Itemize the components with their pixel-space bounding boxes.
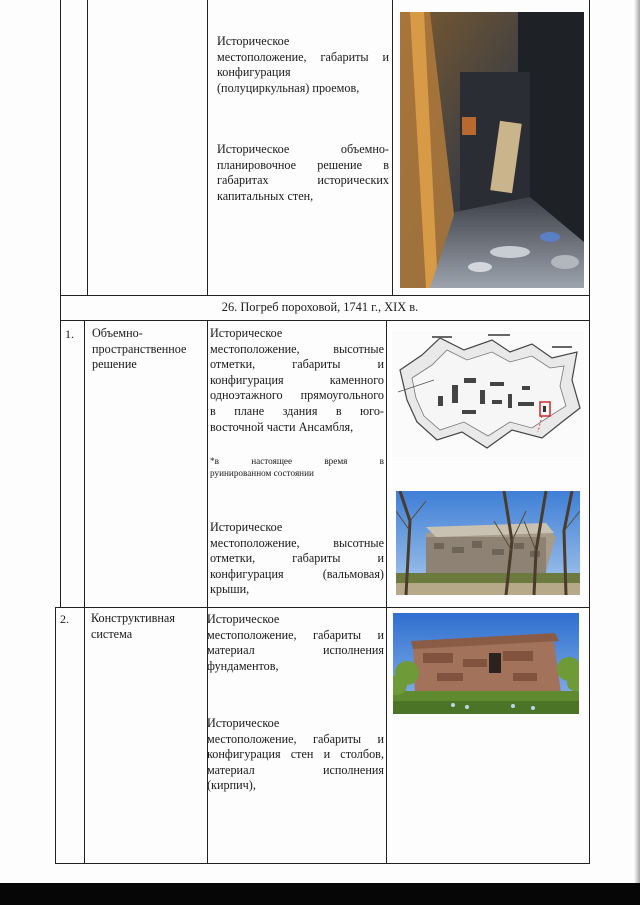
text-line: Объемно- xyxy=(92,326,143,340)
table-border-left-top xyxy=(60,0,61,295)
text-line: Историческое объемно- xyxy=(217,142,389,156)
text-line: одноэтажного прямоугольного xyxy=(210,388,384,403)
text-line: планировочное решение в xyxy=(217,157,389,172)
description-block xyxy=(217,142,389,204)
text-line: (кирпич), xyxy=(207,778,256,793)
element-name xyxy=(92,326,204,373)
text-line: материал исполнения xyxy=(207,762,384,777)
description-block xyxy=(217,34,389,96)
table-border-right xyxy=(589,0,590,863)
text-line: капитальных стен, xyxy=(217,188,314,203)
text-line: фундаментов, xyxy=(207,658,279,673)
row-number: 1. xyxy=(65,327,74,341)
section-title: 26. Погреб пороховой, 1741 г., XIX в. xyxy=(221,300,419,314)
text-line: местоположение, высотные xyxy=(210,341,384,356)
text-line: местоположение, высотные xyxy=(210,535,384,550)
status-note xyxy=(210,455,384,479)
table-border-left xyxy=(60,295,61,607)
description-block xyxy=(207,612,384,674)
text-line: Историческое xyxy=(207,612,280,626)
text-line: конфигурация каменного xyxy=(210,372,384,387)
text-line: руинированном состоянии xyxy=(210,468,314,478)
row-divider xyxy=(55,607,590,608)
column-divider xyxy=(386,320,387,863)
text-line: восточной части Ансамбля, xyxy=(210,419,354,434)
text-line: в плане здания в юго- xyxy=(210,403,384,418)
column-divider xyxy=(392,0,393,295)
column-divider xyxy=(84,320,85,863)
text-line: *в настоящее время в xyxy=(210,456,384,466)
building-exterior-photo xyxy=(396,491,580,595)
text-line: (полуциркульная) проемов, xyxy=(217,80,360,95)
text-line: отметки, габариты и xyxy=(210,551,384,566)
cellar-interior-photo xyxy=(400,12,584,288)
text-line: решение xyxy=(92,357,137,372)
row-number: 2. xyxy=(60,612,69,626)
scan-bottom-edge xyxy=(0,883,640,905)
fortress-plan-map xyxy=(392,330,584,460)
text-line: Конструктивная xyxy=(91,611,175,625)
column-divider xyxy=(207,0,208,295)
text-line: материал исполнения xyxy=(207,643,384,658)
table-border-bottom xyxy=(55,863,590,864)
column-divider xyxy=(87,0,88,295)
text-line: габаритах исторических xyxy=(217,173,389,188)
text-line: крыши, xyxy=(210,582,250,597)
row-divider xyxy=(60,320,590,321)
description-block xyxy=(207,716,384,794)
text-line: Историческое xyxy=(207,716,280,730)
text-line: Историческое xyxy=(210,326,283,340)
text-line: местоположение, габариты и xyxy=(217,49,389,64)
row-divider xyxy=(60,295,590,296)
text-line: местоположение, габариты и xyxy=(207,731,384,746)
scan-edge-shadow xyxy=(634,0,640,883)
text-line: местоположение, габариты и xyxy=(207,627,384,642)
element-name xyxy=(91,611,203,642)
text-line: Историческое xyxy=(217,34,290,48)
text-line: отметки, габариты и xyxy=(210,357,384,372)
text-line: конфигурация стен и столбов, xyxy=(207,747,384,762)
description-block xyxy=(210,520,384,598)
text-line: пространственное xyxy=(92,341,187,356)
text-line: конфигурация xyxy=(217,65,291,80)
ruined-building-photo xyxy=(393,613,579,714)
text-line: система xyxy=(91,626,133,641)
description-block xyxy=(210,326,384,435)
table-border-left xyxy=(55,607,56,863)
text-line: Историческое xyxy=(210,520,283,534)
text-line: конфигурация (вальмовая) xyxy=(210,566,384,581)
